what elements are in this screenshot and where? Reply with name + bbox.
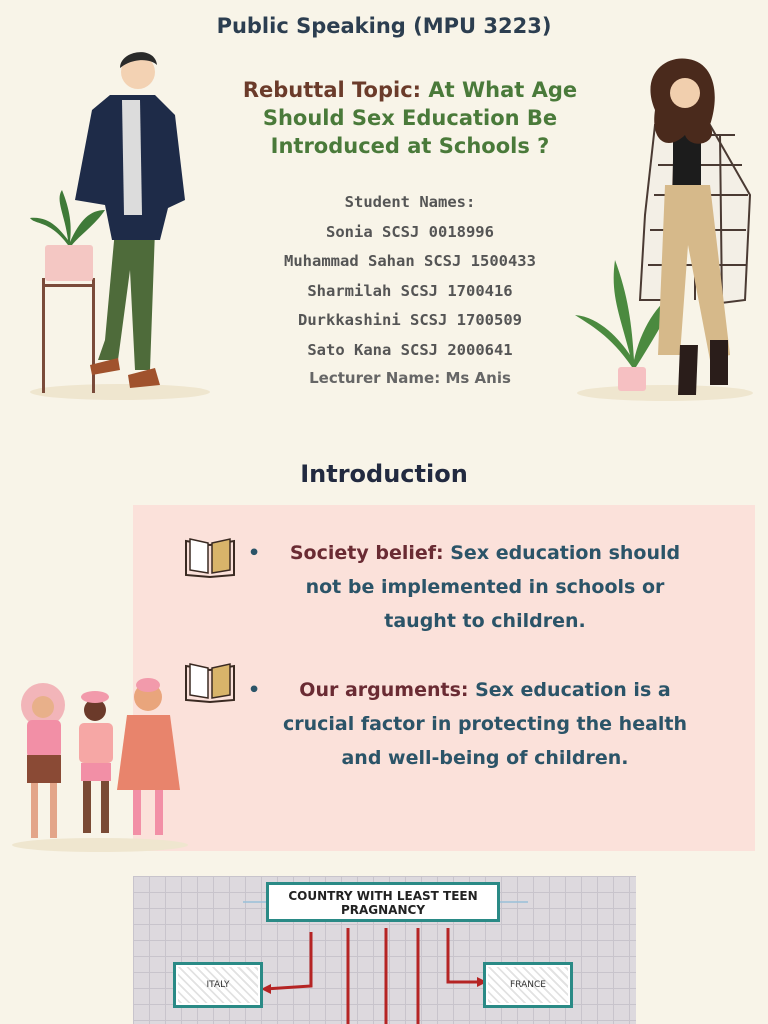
- topic-text: At What Age Should Sex Education Be Introduced at Schools ?: [262, 78, 578, 158]
- intro-point: • Society belief: Sex education should not be implemented in schools or taught to children.: [248, 542, 681, 632]
- student-name: Durkkashini SCSJ 1700509: [298, 311, 522, 329]
- students-label: Student Names:: [344, 193, 476, 211]
- rebuttal-topic: [200, 76, 620, 160]
- diagram-box-right: FRANCE: [483, 962, 573, 1008]
- student-name: Muhammad Sahan SCSJ 1500433: [284, 252, 536, 270]
- point-text: Sex education should not be implemented in schools or taught to children.: [305, 542, 681, 632]
- diagram-root-box: COUNTRY WITH LEAST TEEN PRAGNANCY: [266, 882, 500, 922]
- point-lead: Society belief:: [289, 542, 444, 564]
- topic-lead: Rebuttal Topic:: [242, 78, 422, 102]
- lecturer-name: Lecturer Name: Ms Anis: [309, 369, 511, 387]
- book-icon: [182, 535, 238, 579]
- section-heading: Introduction: [300, 460, 468, 488]
- page-title: Public Speaking (MPU 3223): [216, 14, 552, 38]
- student-name: Sonia SCSJ 0018996: [326, 222, 494, 241]
- intro-point: • Our arguments: Sex education is a crucial factor in protecting the health and well-being of children.: [248, 679, 688, 769]
- student-name: Sato Kana SCSJ 2000641: [307, 340, 513, 359]
- diagram-box-left: ITALY: [173, 962, 263, 1008]
- teen-pregnancy-diagram: [133, 876, 636, 1024]
- student-list: [210, 188, 610, 365]
- point-lead: Our arguments:: [299, 679, 469, 701]
- student-name: Sharmilah SCSJ 1700416: [307, 281, 513, 300]
- children-illustration: [5, 675, 195, 855]
- woman-illustration: [570, 55, 760, 405]
- man-illustration: [20, 40, 220, 405]
- point-text: Sex education is a crucial factor in protecting the health and well-being of children.: [282, 679, 688, 769]
